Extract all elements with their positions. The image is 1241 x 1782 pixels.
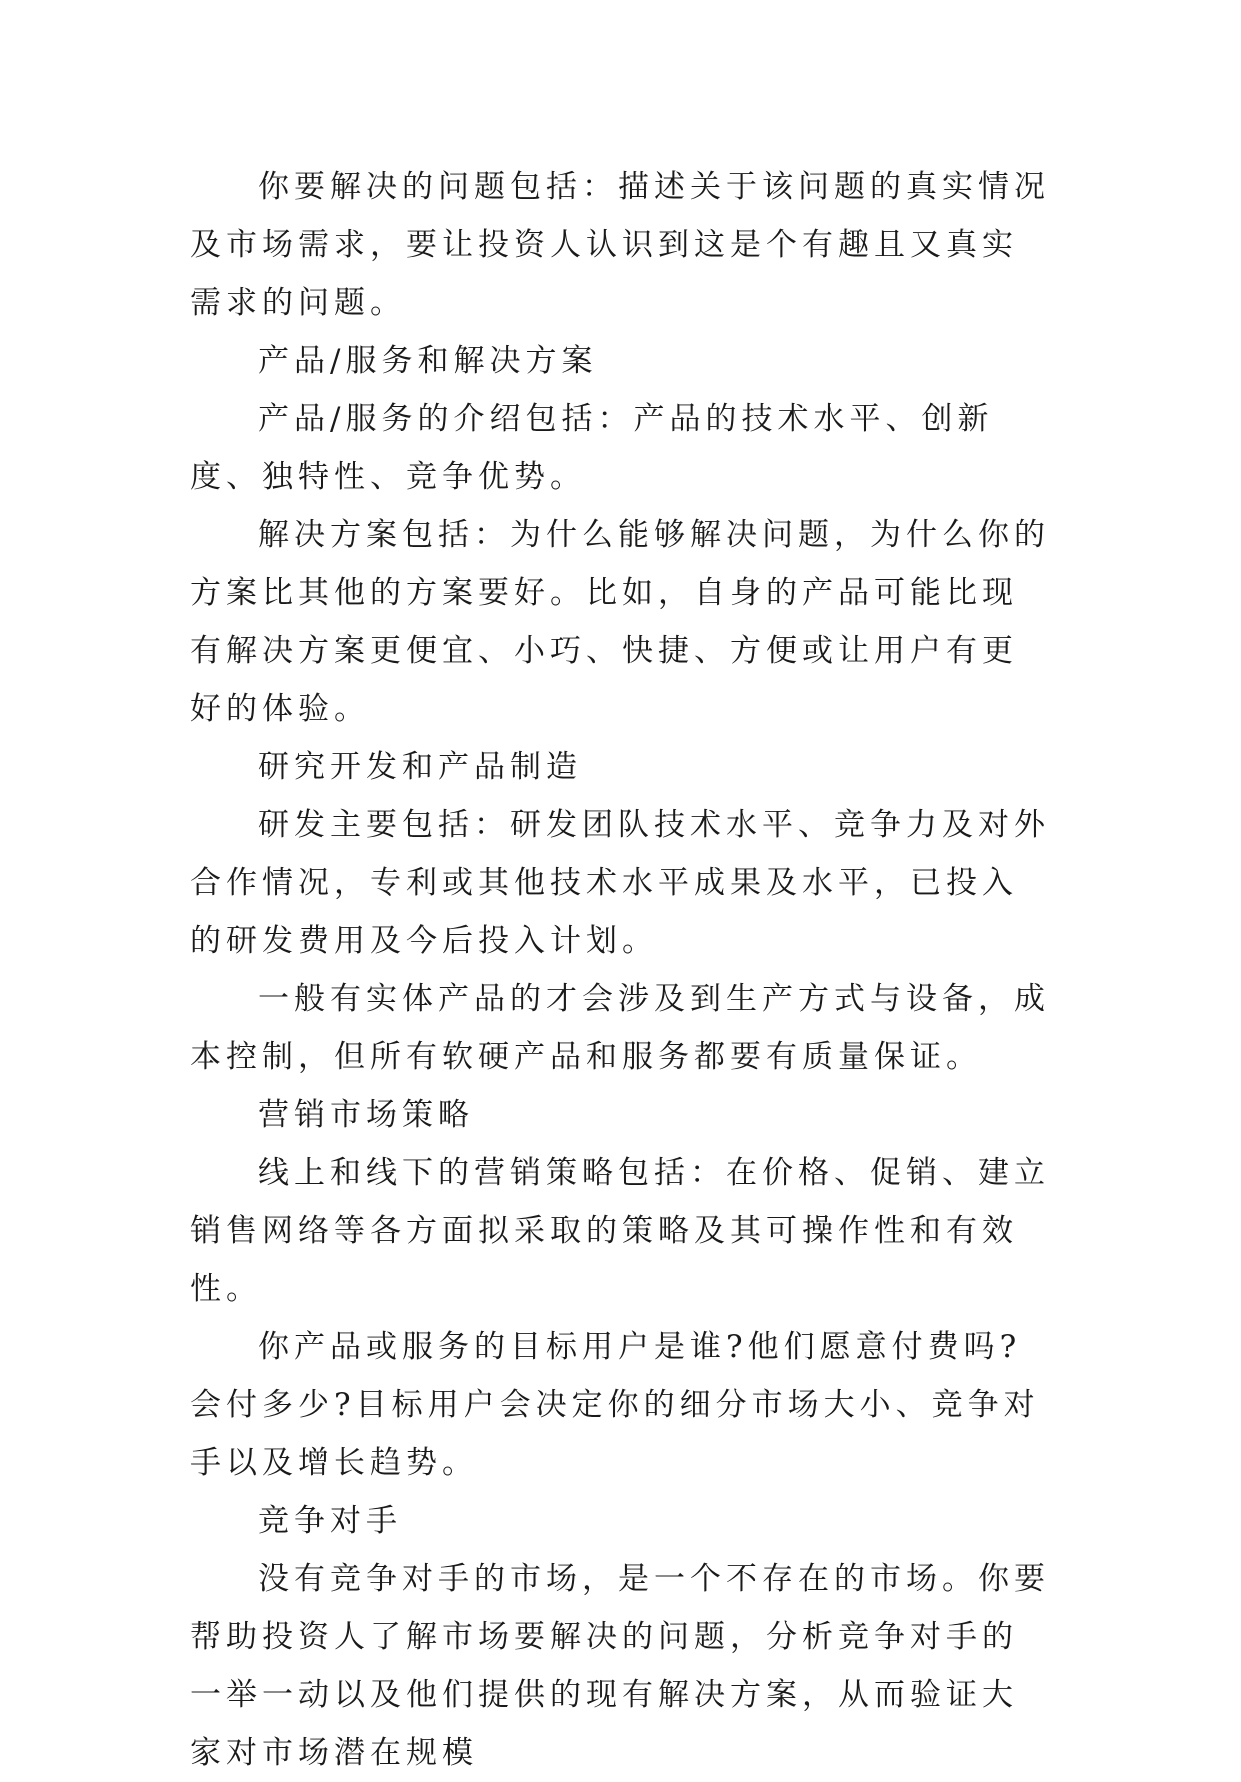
paragraph-problem: 你要解决的问题包括：描述关于该问题的真实情况及市场需求，要让投资人认识到这是个有趣且又真实需求的问题。 [190, 169, 1050, 321]
heading-competitors: 竞争对手 [258, 1503, 402, 1539]
paragraph-rnd: 研发主要包括：研发团队技术水平、竞争力及对外合作情况，专利或其他技术水平成果及水平，已投入的研发费用及今后投入计划。 [190, 807, 1050, 959]
heading-marketing-strategy: 营销市场策略 [258, 1097, 474, 1133]
heading-product-solution: 产品/服务和解决方案 [258, 343, 598, 379]
document-body [190, 158, 1050, 1782]
heading-rnd-manufacturing: 研究开发和产品制造 [258, 749, 582, 785]
paragraph-target-users: 你产品或服务的目标用户是谁?他们愿意付费吗?会付多少?目标用户会决定你的细分市场大小、竞争对手以及增长趋势。 [190, 1329, 1040, 1481]
paragraph-product-intro: 产品/服务的介绍包括：产品的技术水平、创新度、独特性、竞争优势。 [190, 401, 994, 495]
paragraph-solution: 解决方案包括：为什么能够解决问题，为什么你的方案比其他的方案要好。比如，自身的产品可能比现有解决方案更便宜、小巧、快捷、方便或让用户有更好的体验。 [190, 517, 1050, 727]
paragraph-manufacturing: 一般有实体产品的才会涉及到生产方式与设备，成本控制，但所有软硬产品和服务都要有质量保证。 [190, 981, 1050, 1075]
paragraph-competitors: 没有竞争对手的市场，是一个不存在的市场。你要帮助投资人了解市场要解决的问题，分析竞争对手的一举一动以及他们提供的现有解决方案，从而验证大家对市场潜在规模 [190, 1561, 1050, 1771]
paragraph-marketing: 线上和线下的营销策略包括：在价格、促销、建立销售网络等各方面拟采取的策略及其可操作性和有效性。 [190, 1155, 1050, 1307]
